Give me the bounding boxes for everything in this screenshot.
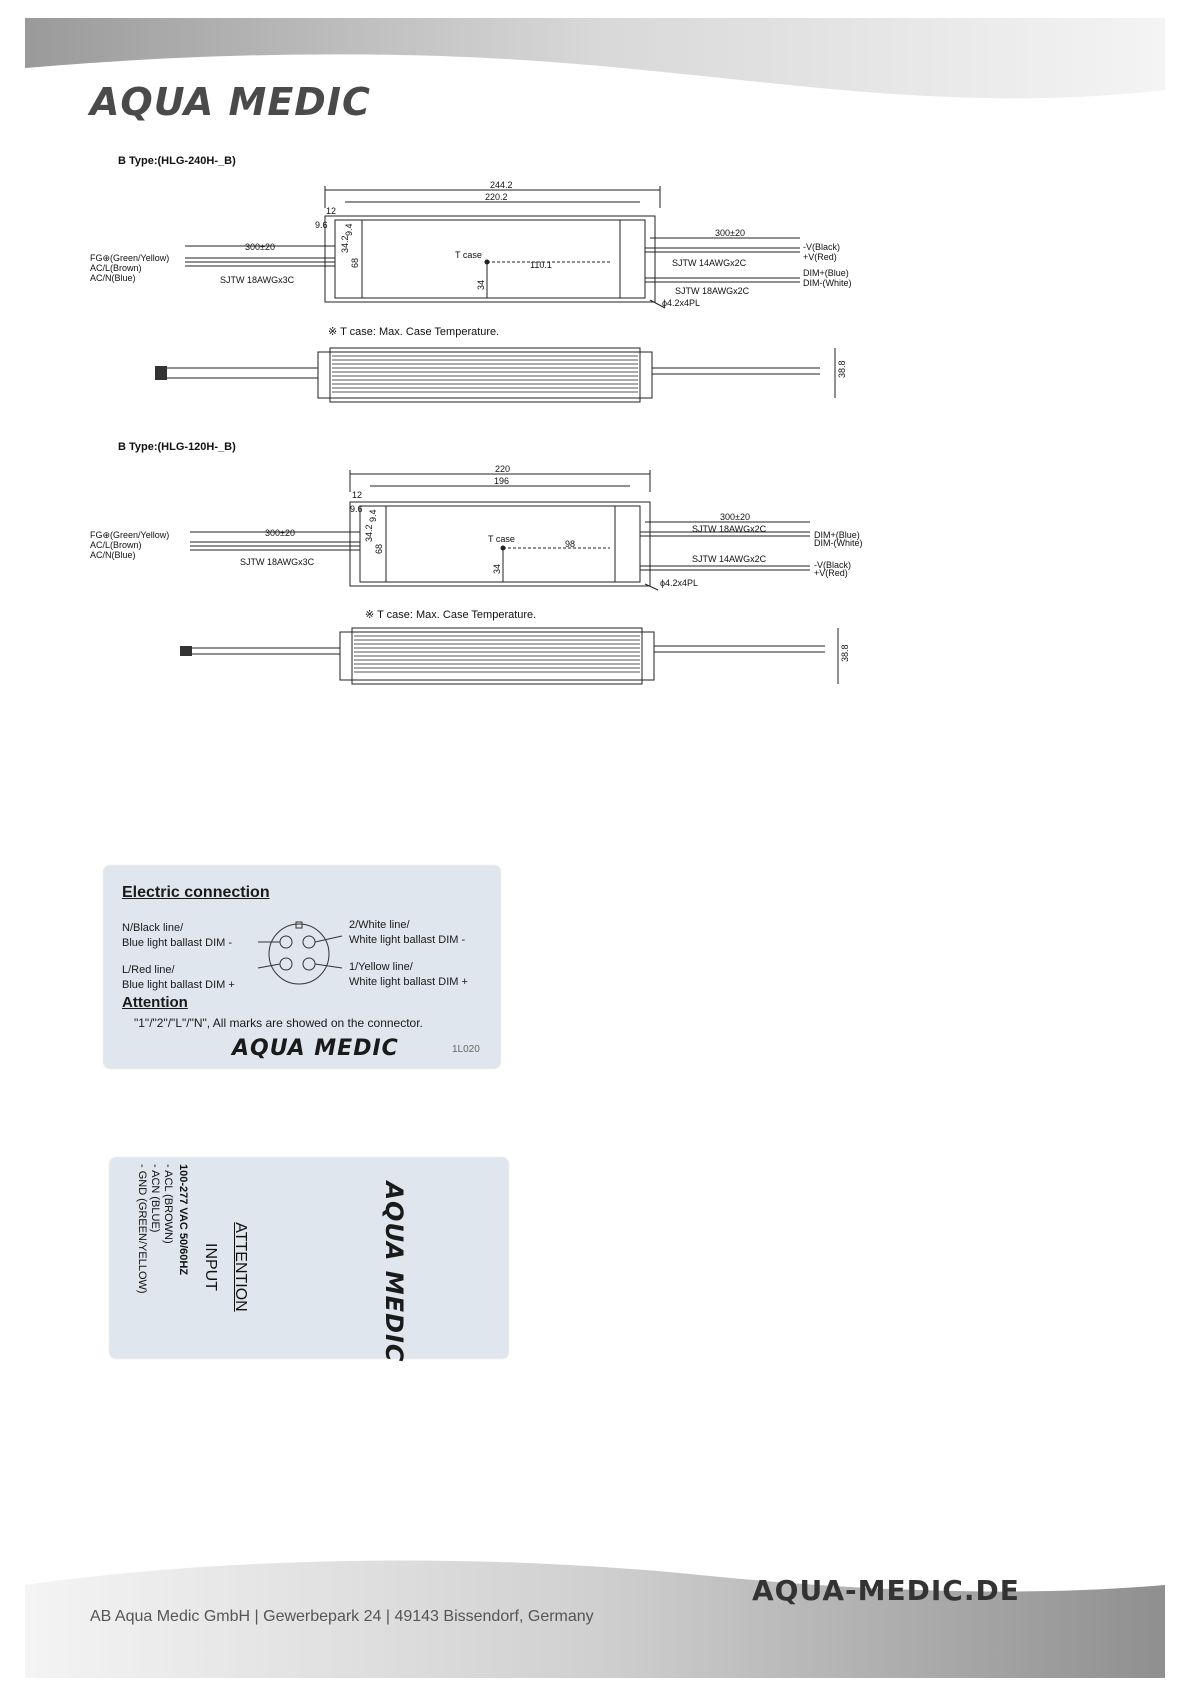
dim-overall: 220 [495,464,511,474]
dim-v-inner: 34.2 [340,235,350,253]
drawing-note: ※ T case: Max. Case Temperature. [365,609,537,621]
rotated-content [110,1158,508,1363]
tcase-label: T case [488,534,515,544]
output-wire-a0: -V(Black) [803,242,841,252]
dim-height: 38.8 [837,360,847,378]
dim-v-inner: 34.2 [364,524,374,542]
text-line: Blue light ballast DIM - [122,937,233,949]
dim-overall: 244.2 [490,180,513,190]
label-brand-logo: AQUA MEDIC [232,1036,399,1061]
output-wire-a1: DIM-(White) [814,538,863,548]
drawing-title: B Type:(HLG-240H-_B) [118,155,236,167]
label-code: 1L020 [452,1044,480,1055]
dim-v-small: 9.4 [344,223,354,236]
footer-address: AB Aqua Medic GmbH | Gewerbepark 24 | 49143 Bissendorf, Germany [90,1608,594,1625]
drawing-note: ※ T case: Max. Case Temperature. [328,326,500,338]
text-line: Blue light ballast DIM + [122,979,235,991]
input-wire-0: FG⊕(Green/Yellow) [90,530,170,540]
attention-text: "1"/"2"/"L"/"N", All marks are showed on the connector. [134,1016,423,1030]
attention-title: Attention [122,994,188,1011]
text-line: White light ballast DIM + [349,976,468,988]
dim-v-total: 68 [374,543,384,554]
dim-v-tcase: 34 [476,279,486,290]
electric-connection-label [104,866,500,1068]
dim-inner: 220.2 [485,192,508,202]
input-line-3: - GND (GREEN/YELLOW) [136,1164,148,1294]
input-line-2: - ACN (BLUE) [149,1164,161,1233]
dim-top-margin: 9.6 [350,504,363,514]
technical-drawing-240 [90,178,890,418]
right-bottom-text [349,960,468,990]
output-cable-a: SJTW 14AWGx2C [672,258,747,268]
input-wire-0: FG⊕(Green/Yellow) [90,253,170,263]
input-cable: SJTW 18AWGx3C [240,557,315,567]
input-brand-logo: AQUA MEDIC [380,1181,408,1363]
input-title: ATTENTION [232,1222,249,1312]
dim-v-small: 9.4 [368,509,378,522]
website-logo: AQUA-MEDIC.DE [752,1574,1020,1607]
output-wire-a1: +V(Red) [803,252,837,262]
text-line: N/Black line/ [122,922,184,934]
right-top-text [349,918,465,948]
hole-label: ϕ4.2x4PL [660,578,699,588]
output-wire-b0: DIM+(Blue) [803,268,849,278]
dim-edge: 12 [352,490,363,500]
dim-height: 38.8 [840,644,850,662]
output-wire-a0: DIM+(Blue) [814,530,860,540]
output-wire-b0: -V(Black) [814,560,852,570]
dim-cable-out: 300±20 [715,228,745,238]
dim-top-margin: 9.6 [315,220,328,230]
dim-edge: 12 [326,206,337,216]
dim-tcase-dist: 110.1 [530,260,552,270]
left-top-text [122,921,232,951]
input-cable: SJTW 18AWGx3C [220,275,295,285]
output-cable-a: SJTW 18AWGx2C [692,524,767,534]
text-line: White light ballast DIM - [349,934,466,946]
input-line-0: 100-277 VAC 50/60HZ [177,1164,189,1276]
dim-cable-in: 300±20 [245,242,275,252]
dim-inner: 196 [494,476,510,486]
output-cable-b: SJTW 14AWGx2C [692,554,767,564]
tcase-label: T case [455,250,482,260]
input-wire-2: AC/N(Blue) [90,550,136,560]
input-subtitle: INPUT [202,1243,219,1291]
output-cable-b: SJTW 18AWGx2C [675,286,750,296]
dim-v-total: 68 [350,257,360,268]
output-wire-b1: DIM-(White) [803,278,852,288]
text-line: 1/Yellow line/ [349,961,413,973]
drawing-title: B Type:(HLG-120H-_B) [118,441,236,453]
text-line: 2/White line/ [349,919,410,931]
connector-diagram-icon [254,914,344,994]
label-title: Electric connection [122,884,270,901]
input-attention-label [110,1158,508,1363]
input-line-1: - ACL (BROWN) [162,1164,174,1244]
dim-cable-out: 300±20 [720,512,750,522]
dim-tcase-dist: 98 [565,539,576,549]
input-wire-1: AC/L(Brown) [90,540,142,550]
dim-v-tcase: 34 [492,563,502,574]
output-wire-b1: +V(Red) [814,568,848,578]
left-bottom-text [122,963,235,993]
input-wire-1: AC/L(Brown) [90,263,142,273]
brand-logo: AQUA MEDIC [90,80,371,124]
hole-label: ϕ4.2x4PL [662,298,701,308]
technical-drawing-120 [90,462,890,692]
dim-cable-in: 300±20 [265,528,295,538]
text-line: L/Red line/ [122,964,175,976]
input-wire-2: AC/N(Blue) [90,273,136,283]
